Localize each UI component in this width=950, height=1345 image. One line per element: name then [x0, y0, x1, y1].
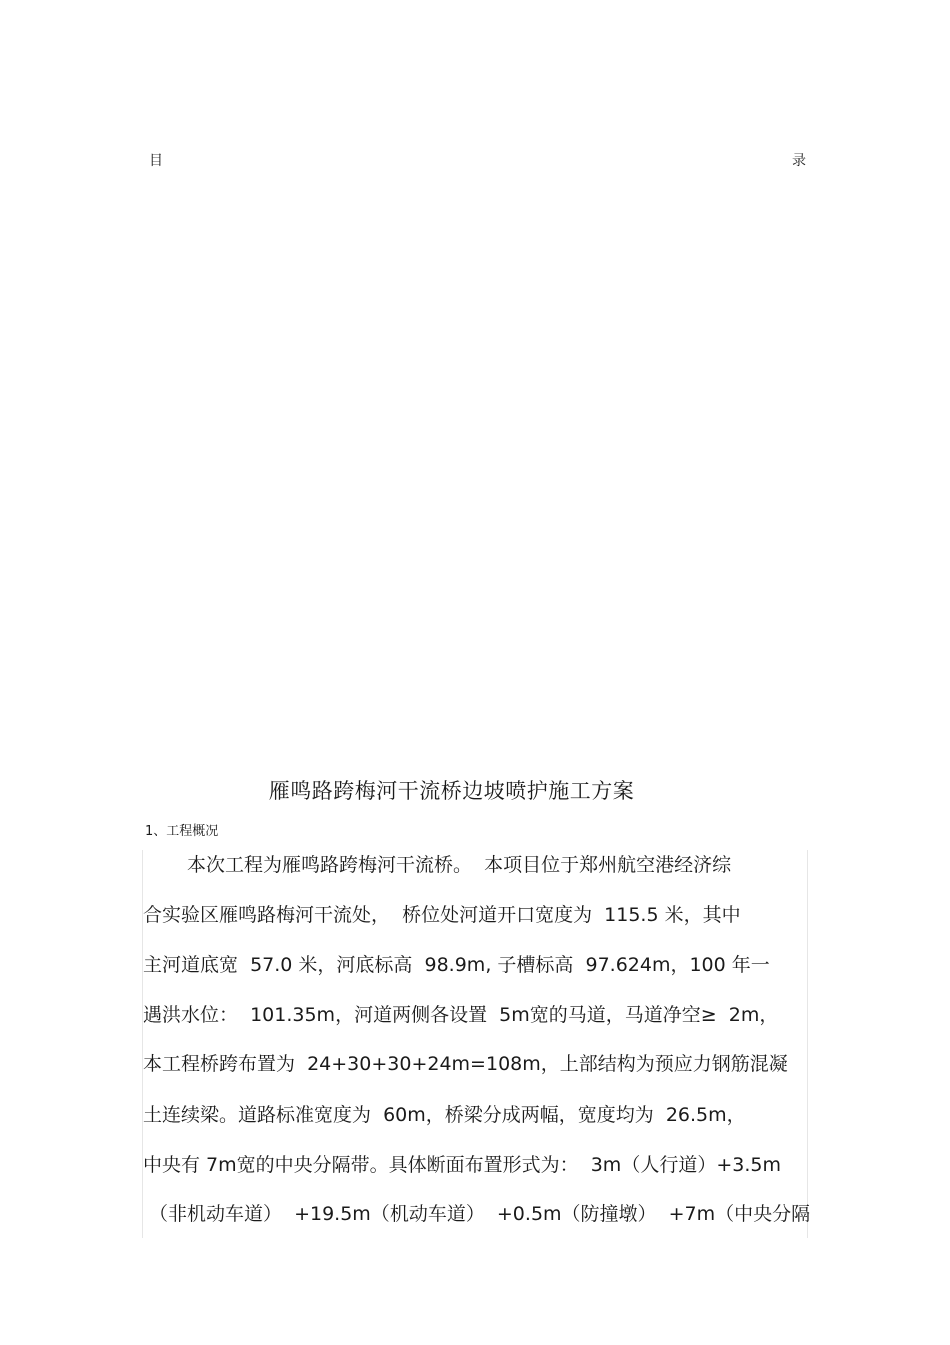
toc-left-char: 目	[149, 153, 163, 169]
body-line: 遇洪水位： 101.35m，河道两侧各设置 5m宽的马道，马道净空≥ 2m，	[143, 1004, 779, 1026]
body-line: 中央有 7m宽的中央分隔带。具体断面布置形式为： 3m（人行道）+3.5m	[143, 1154, 781, 1176]
body-text-box	[142, 850, 811, 1238]
section-heading: 1、工程概况	[145, 824, 219, 839]
body-line: 合实验区雁鸣路梅河干流处， 桥位处河道开口宽度为 115.5 米，其中	[143, 904, 741, 926]
body-line: 土连续梁。道路标准宽度为 60m，桥梁分成两幅，宽度均为 26.5m，	[143, 1104, 746, 1126]
document-title: 雁鸣路跨梅河干流桥边坡喷护施工方案	[268, 779, 635, 803]
body-line: 本工程桥跨布置为 24+30+30+24m=108m，上部结构为预应力钢筋混凝	[143, 1053, 788, 1075]
body-line: 本次工程为雁鸣路跨梅河干流桥。 本项目位于郑州航空港经济综	[187, 854, 732, 876]
toc-right-char: 录	[792, 153, 806, 169]
body-line: 主河道底宽 57.0 米，河底标高 98.9m, 子槽标高 97.624m，100 年一	[143, 954, 770, 976]
body-line: （非机动车道） +19.5m（机动车道） +0.5m（防撞墩） +7m（中央分隔	[149, 1203, 811, 1225]
